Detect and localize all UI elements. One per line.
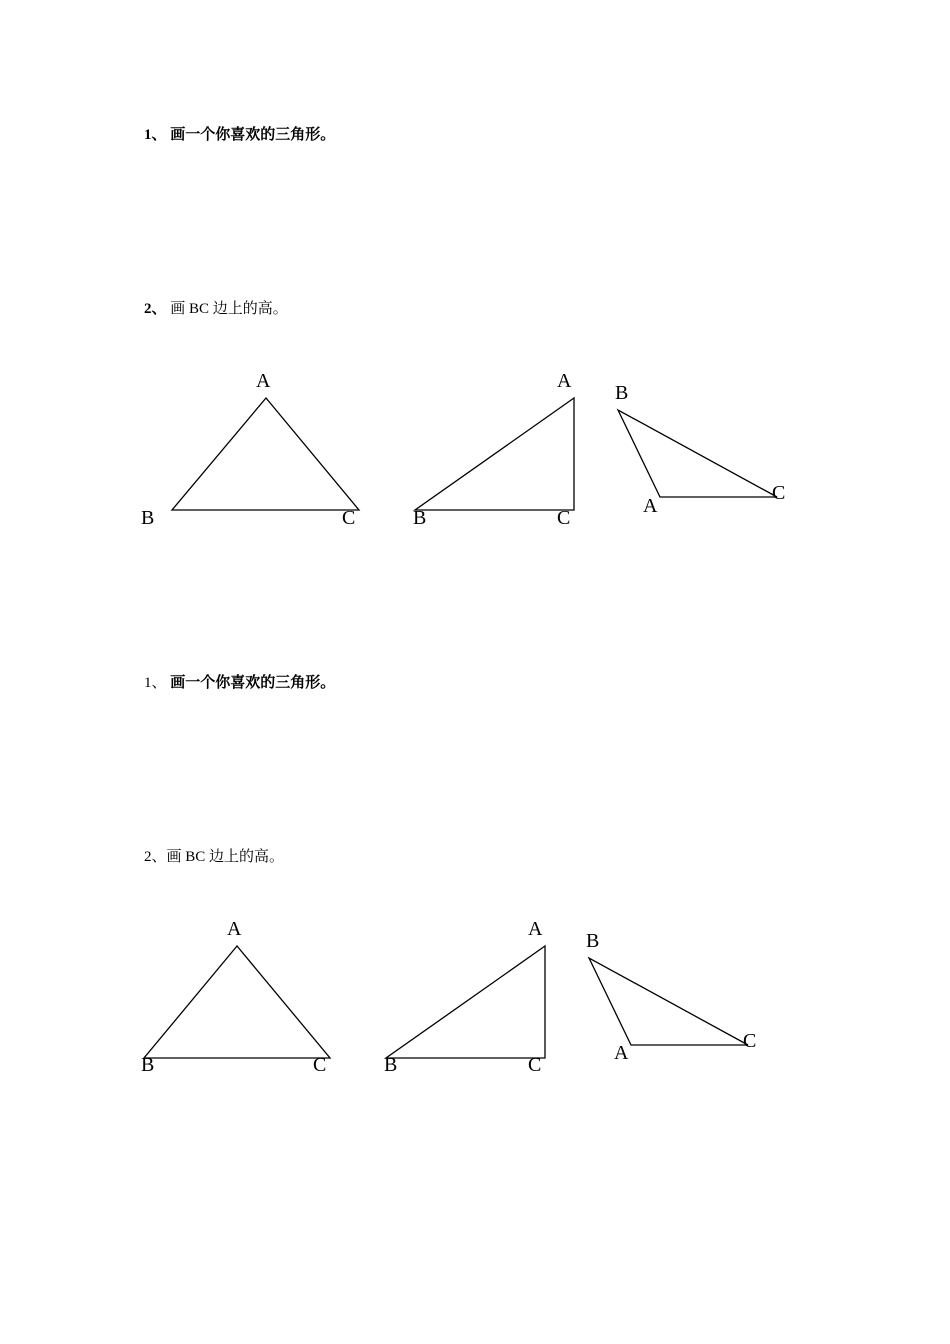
vertex-label-b: B	[413, 507, 427, 529]
vertex-label-b: B	[141, 507, 155, 529]
triangle-obtuse-1	[615, 382, 785, 517]
vertex-label-b: B	[384, 1054, 398, 1076]
triangle-acute-2	[141, 918, 330, 1076]
triangle-obtuse-2	[586, 930, 756, 1064]
triangle-obtuse-shape	[589, 958, 748, 1045]
triangle-acute-shape	[172, 398, 359, 510]
triangle-acute-1	[141, 370, 359, 529]
vertex-label-a: A	[256, 370, 271, 392]
vertex-label-a: A	[528, 918, 543, 940]
vertex-label-c: C	[313, 1054, 327, 1076]
vertex-label-b: B	[141, 1054, 155, 1076]
question-text: 画一个你喜欢的三角形。	[170, 675, 336, 691]
question-text: 画 BC 边上的高。	[166, 849, 285, 865]
vertex-label-b: B	[615, 382, 629, 404]
vertex-label-b: B	[586, 930, 600, 952]
vertex-label-c: C	[743, 1030, 757, 1052]
vertex-label-c: C	[557, 507, 571, 529]
triangle-right-1	[413, 370, 574, 529]
vertex-label-c: C	[528, 1054, 542, 1076]
vertex-label-a: A	[227, 918, 242, 940]
triangle-right-shape	[386, 946, 545, 1058]
triangle-obtuse-shape	[618, 410, 777, 497]
triangle-acute-shape	[144, 946, 330, 1058]
question-text: 画 BC 边上的高。	[170, 301, 288, 317]
vertex-label-a: A	[614, 1042, 629, 1064]
question-text: 画一个你喜欢的三角形。	[170, 127, 336, 143]
question-number: 1、	[144, 675, 167, 691]
vertex-label-a: A	[643, 495, 658, 517]
vertex-label-a: A	[557, 370, 572, 392]
triangle-right-2	[384, 918, 545, 1076]
question-number: 1、	[144, 127, 167, 143]
question-number: 2、	[144, 849, 167, 865]
vertex-label-c: C	[342, 507, 356, 529]
question-number: 2、	[144, 301, 167, 317]
triangle-right-shape	[415, 398, 574, 510]
vertex-label-c: C	[772, 482, 786, 504]
